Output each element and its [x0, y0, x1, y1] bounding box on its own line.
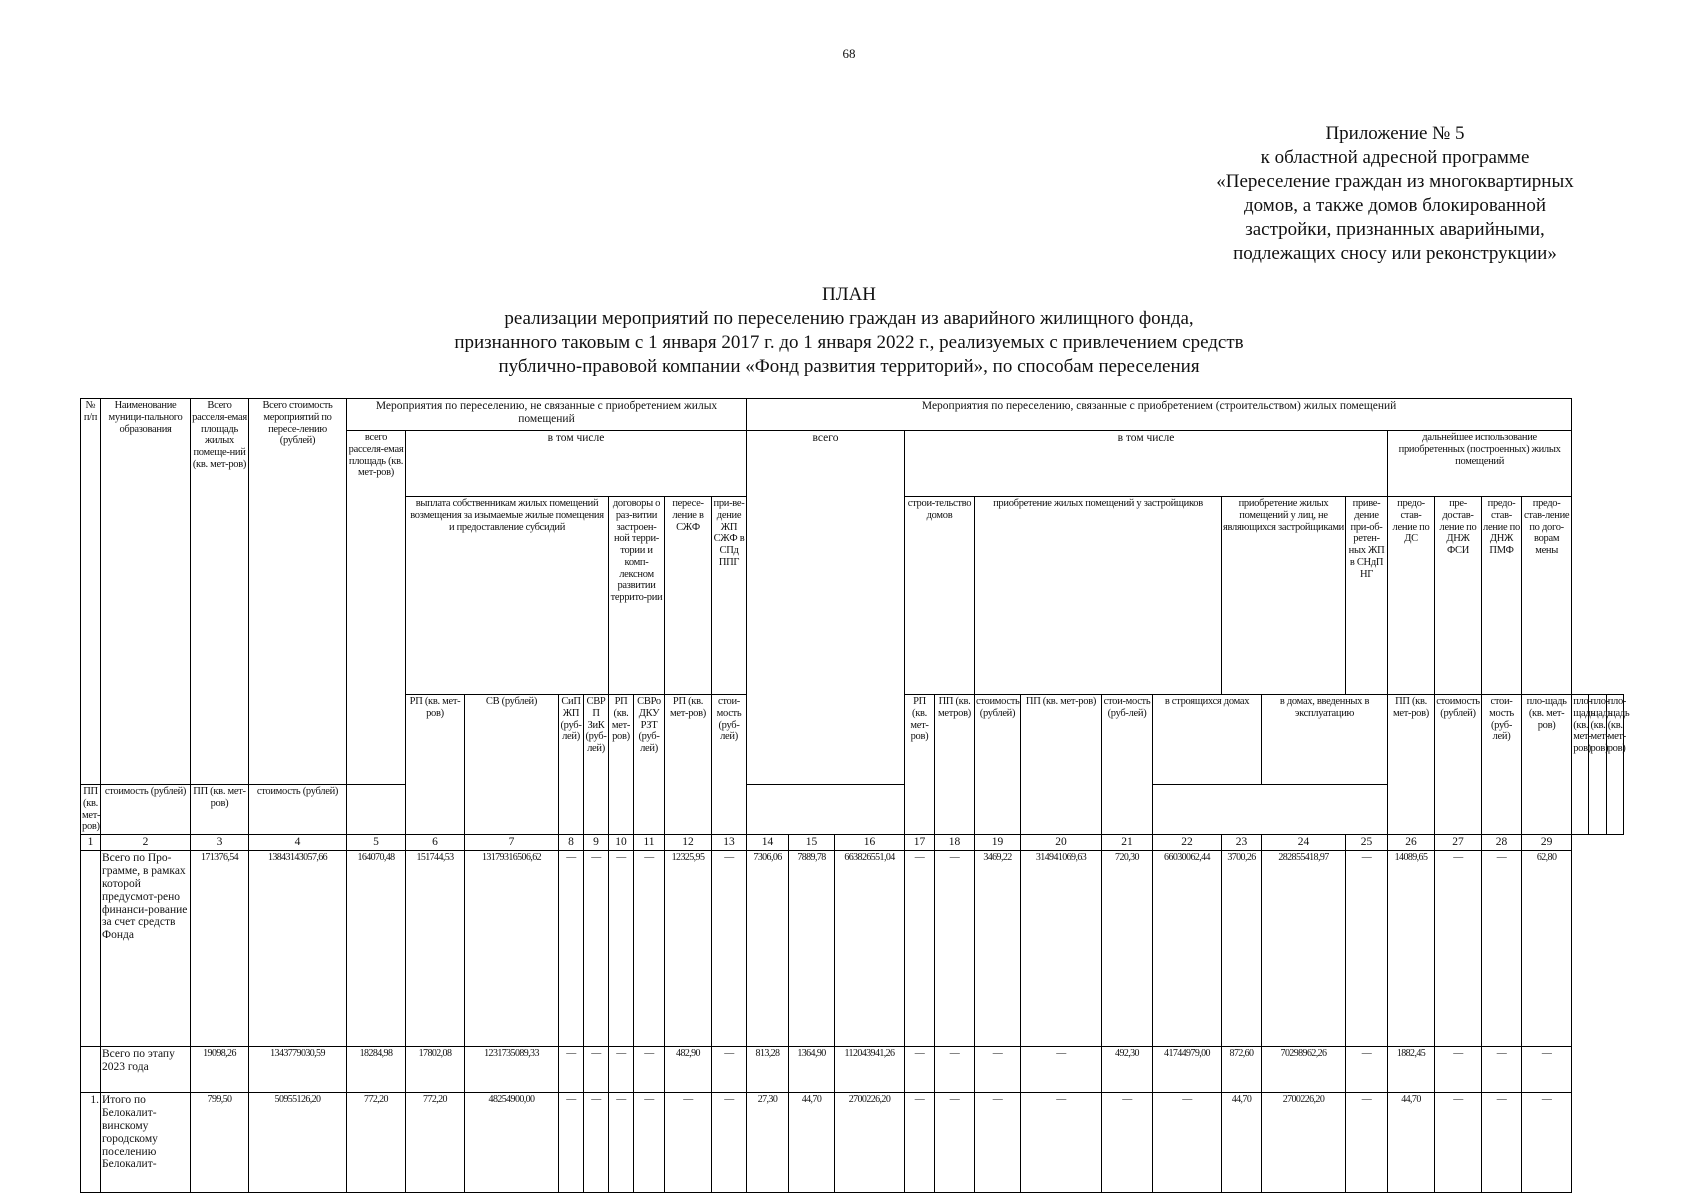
plan-title-line: реализации мероприятий по переселению граждан из аварийного жилищного фонда,	[504, 308, 1194, 329]
header-bring-purchased: приве-дение при-об-ретен-ных ЖП в СНдП НГ	[1346, 497, 1388, 695]
header-settled-area: всего расселя-емая площадь (кв. мет-ров)	[347, 431, 406, 785]
table-body	[81, 851, 1624, 1193]
header-col-14: РП (кв. мет-ров)	[905, 695, 935, 835]
row-cell: 3469,22	[975, 851, 1021, 1047]
header-municipality: Наименование муници-пального образования	[101, 399, 191, 785]
row-cell: —	[584, 851, 609, 1047]
table-row	[81, 851, 1624, 1047]
header-resettle-sjf: пересе-ление в СЖФ	[665, 497, 712, 695]
appendix-block	[1185, 122, 1605, 266]
column-number: 16	[835, 835, 905, 851]
header-col-28: пло-щадь (кв. мет-ров)	[1589, 695, 1606, 835]
row-cell: 50955126,20	[249, 1093, 347, 1193]
row-cell: 2700226,20	[1262, 1093, 1346, 1193]
row-cell: —	[584, 1047, 609, 1093]
row-name: Всего по Про-грамме, в рамках которой предусмот-рено финанси-рование за счет средств Фонда	[101, 851, 191, 1047]
row-cell: 27,30	[747, 1093, 789, 1193]
row-cell: 872,60	[1222, 1047, 1262, 1093]
header-buy-from-non-developers: приобретение жилых помещений у лиц, не являющихся застройщиками	[1222, 497, 1346, 695]
row-cell: 720,30	[1102, 851, 1153, 1047]
column-number: 14	[747, 835, 789, 851]
column-number: 29	[1522, 835, 1572, 851]
column-number: 23	[1222, 835, 1262, 851]
row-cell: 44,70	[789, 1093, 835, 1193]
column-number: 2	[101, 835, 191, 851]
row-cell: —	[1482, 1093, 1522, 1193]
header-col-17: ПП (кв. мет-ров)	[1021, 695, 1102, 835]
column-number: 9	[584, 835, 609, 851]
row-cell: —	[712, 851, 747, 1047]
column-number: 25	[1346, 835, 1388, 851]
row-cell: —	[1482, 1047, 1522, 1093]
header-col-11: СВРо ДКУ РЗТ (руб-лей)	[634, 695, 665, 835]
column-number: 17	[905, 835, 935, 851]
header-num: № п/п	[81, 399, 101, 785]
row-cell: —	[935, 851, 975, 1047]
row-cell: —	[1482, 851, 1522, 1047]
row-cell: 164070,48	[347, 851, 406, 1047]
row-cell: 3700,26	[1222, 851, 1262, 1047]
row-cell: —	[609, 851, 634, 1047]
column-number: 6	[406, 835, 465, 851]
row-cell: —	[1435, 851, 1482, 1047]
header-col-26: пло-щадь (кв. мет-ров)	[1522, 695, 1572, 835]
row-cell: 1882,45	[1388, 1047, 1435, 1093]
row-cell: 151744,53	[406, 851, 465, 1047]
header-including: в том числе	[406, 431, 747, 497]
header-group-purchase: Мероприятия по переселению, связанные с приобретением (строительством) жилых помещений	[747, 399, 1572, 431]
row-name: Всего по этапу 2023 года	[101, 1047, 191, 1093]
header-development-agreements: договоры о раз-витии застроен-ной терри-тории и комп-лексном развитии террито-рии	[609, 497, 665, 695]
column-number: 28	[1482, 835, 1522, 851]
row-cell: —	[1346, 1093, 1388, 1193]
column-number: 21	[1102, 835, 1153, 851]
header-col-20: стоимость (рублей)	[101, 785, 191, 835]
row-cell: —	[712, 1093, 747, 1193]
row-cell: —	[712, 1047, 747, 1093]
row-cell: —	[1435, 1047, 1482, 1093]
row-cell: 813,28	[747, 1047, 789, 1093]
column-number: 10	[609, 835, 634, 851]
appendix-line: к областной адресной программе	[1260, 147, 1530, 168]
header-col-25: стои-мость (руб-лей)	[1482, 695, 1522, 835]
row-cell: 13843143057,66	[249, 851, 347, 1047]
column-number: 1	[81, 835, 101, 851]
header-col-7: СВ (рублей)	[465, 695, 559, 835]
table-row	[81, 1093, 1624, 1193]
header-col-27: пло-щадь (кв. мет-ров)	[1572, 695, 1589, 835]
column-number-row	[81, 835, 1624, 851]
row-cell: 70298962,26	[1262, 1047, 1346, 1093]
row-cell: —	[975, 1093, 1021, 1193]
column-number: 5	[347, 835, 406, 851]
column-number: 22	[1153, 835, 1222, 851]
appendix-line: подлежащих сносу или реконструкции»	[1233, 243, 1557, 264]
column-number: 18	[935, 835, 975, 851]
row-cell: 7306,06	[747, 851, 789, 1047]
header-provision-pmf: предо-став-ление по ДНЖ ПМФ	[1482, 497, 1522, 695]
column-number: 24	[1262, 835, 1346, 851]
header-provision-ds: предо-став-ление по ДС	[1388, 497, 1435, 695]
row-cell: 482,90	[665, 1047, 712, 1093]
header-col-10: РП (кв. мет-ров)	[609, 695, 634, 835]
column-number: 12	[665, 835, 712, 851]
header-col-8: СиП ЖП (руб-лей)	[559, 695, 584, 835]
row-cell: —	[1522, 1093, 1572, 1193]
row-cell: —	[1021, 1093, 1102, 1193]
row-number	[81, 1047, 101, 1093]
row-cell: 18284,98	[347, 1047, 406, 1093]
row-cell: 663826551,04	[835, 851, 905, 1047]
row-cell: —	[905, 1093, 935, 1193]
plan-table	[80, 398, 1630, 1193]
row-cell: 41744979,00	[1153, 1047, 1222, 1093]
header-col-23: ПП (кв. мет-ров)	[1388, 695, 1435, 835]
row-cell: 314941069,63	[1021, 851, 1102, 1047]
header-all: всего	[747, 431, 905, 785]
row-cell: 492,30	[1102, 1047, 1153, 1093]
row-cell: 44,70	[1388, 1093, 1435, 1193]
header-group-not-purchase: Мероприятия по переселению, не связанные с приобретением жилых помещений	[347, 399, 747, 431]
header-future-use: дальнейшее использование приобретенных (построенных) жилых помещений	[1388, 431, 1572, 497]
header-col-22: стоимость (рублей)	[249, 785, 347, 835]
row-cell: 14089,65	[1388, 851, 1435, 1047]
header-under-construction: в строящихся домах	[1153, 695, 1262, 785]
header-col-16: стоимость (рублей)	[975, 695, 1021, 835]
row-cell: —	[559, 851, 584, 1047]
row-cell: —	[634, 851, 665, 1047]
header-buy-from-developers: приобретение жилых помещений у застройщиков	[975, 497, 1222, 695]
row-number	[81, 851, 101, 1047]
header-col-18: стои-мость (руб-лей)	[1102, 695, 1153, 835]
header-including-2: в том числе	[905, 431, 1388, 497]
row-cell: —	[584, 1093, 609, 1193]
plan-title-line: признанного таковым с 1 января 2017 г. до 1 января 2022 г., реализуемых с привлечением средств	[454, 332, 1244, 353]
row-cell: —	[1522, 1047, 1572, 1093]
row-cell: —	[975, 1047, 1021, 1093]
column-number: 4	[249, 835, 347, 851]
row-cell: 1364,90	[789, 1047, 835, 1093]
header-provision-fsi: пре-достав-ление по ДНЖ ФСИ	[1435, 497, 1482, 695]
row-cell: —	[905, 1047, 935, 1093]
column-number: 26	[1388, 835, 1435, 851]
header-commissioned: в домах, введенных в эксплуатацию	[1262, 695, 1388, 785]
header-payout: выплата собственникам жилых помещений возмещения за изымаемые жилые помещения и предоставление субсидий	[406, 497, 609, 695]
row-cell: —	[1346, 851, 1388, 1047]
column-number: 11	[634, 835, 665, 851]
row-cell: 48254900,00	[465, 1093, 559, 1193]
row-cell: 2700226,20	[835, 1093, 905, 1193]
row-cell: 62,80	[1522, 851, 1572, 1047]
row-cell: 171376,54	[191, 851, 249, 1047]
row-cell: 1343779030,59	[249, 1047, 347, 1093]
row-cell: —	[905, 851, 935, 1047]
row-cell: —	[1435, 1093, 1482, 1193]
row-cell: —	[935, 1047, 975, 1093]
row-cell: 112043941,26	[835, 1047, 905, 1093]
column-number: 3	[191, 835, 249, 851]
header-col-15: ПП (кв. метров)	[935, 695, 975, 835]
row-cell: 13179316506,62	[465, 851, 559, 1047]
plan-title	[0, 283, 1698, 379]
row-cell: 12325,95	[665, 851, 712, 1047]
row-cell: —	[1021, 1047, 1102, 1093]
row-cell: 19098,26	[191, 1047, 249, 1093]
row-cell: 7889,78	[789, 851, 835, 1047]
column-number: 15	[789, 835, 835, 851]
appendix-line: «Переселение граждан из многоквартирных	[1216, 171, 1574, 192]
row-cell: —	[665, 1093, 712, 1193]
column-number: 20	[1021, 835, 1102, 851]
header-total-area: Всего расселя-емая площадь жилых помеще-ний (кв. мет-ров)	[191, 399, 249, 785]
header-col-9: СВР П ЗиК (руб-лей)	[584, 695, 609, 835]
row-cell: 66030062,44	[1153, 851, 1222, 1047]
header-bring-sjf: при-ве-дение ЖП СЖФ в СПд ППГ	[712, 497, 747, 695]
row-cell: 44,70	[1222, 1093, 1262, 1193]
column-number: 27	[1435, 835, 1482, 851]
header-col-24: стоимость (рублей)	[1435, 695, 1482, 835]
row-cell: 1231735089,33	[465, 1047, 559, 1093]
header-total-cost: Всего стоимость мероприятий по пересе-лению (рублей)	[249, 399, 347, 785]
row-cell: —	[1346, 1047, 1388, 1093]
appendix-line: домов, а также домов блокированной	[1243, 195, 1547, 216]
row-cell: —	[609, 1093, 634, 1193]
header-col-19: ПП (кв. мет-ров)	[81, 785, 101, 835]
appendix-line: Приложение № 5	[1325, 123, 1465, 144]
column-number: 13	[712, 835, 747, 851]
header-col-6: РП (кв. мет-ров)	[406, 695, 465, 835]
row-cell: —	[609, 1047, 634, 1093]
column-number: 8	[559, 835, 584, 851]
row-cell: 799,50	[191, 1093, 249, 1193]
row-name: Итого по Белокалит-винскому городскому поселению Белокалит-	[101, 1093, 191, 1193]
column-number: 7	[465, 835, 559, 851]
appendix-line: застройки, признанных аварийными,	[1245, 219, 1545, 240]
row-cell: 17802,08	[406, 1047, 465, 1093]
header-col-12: РП (кв. мет-ров)	[665, 695, 712, 835]
row-cell: —	[559, 1093, 584, 1193]
column-number: 19	[975, 835, 1021, 851]
header-col-21: ПП (кв. мет-ров)	[191, 785, 249, 835]
header-col-29: пло-щадь (кв. мет-ров)	[1606, 695, 1623, 835]
row-cell: 772,20	[347, 1093, 406, 1193]
row-cell: 772,20	[406, 1093, 465, 1193]
table-row	[81, 1047, 1624, 1093]
row-cell: 282855418,97	[1262, 851, 1346, 1047]
row-cell: —	[634, 1093, 665, 1193]
header-col-13: стои-мость (руб-лей)	[712, 695, 747, 835]
plan-title-line: публично-правовой компании «Фонд развития территорий», по способам переселения	[498, 356, 1200, 377]
row-number: 1.	[81, 1093, 101, 1193]
row-cell: —	[559, 1047, 584, 1093]
row-cell: —	[1102, 1093, 1153, 1193]
plan-heading: ПЛАН	[821, 284, 877, 305]
page-number: 68	[842, 46, 856, 61]
header-construction: строи-тельство домов	[905, 497, 975, 695]
row-cell: —	[634, 1047, 665, 1093]
header-provision-exchange: предо-став-ление по дого-ворам мены	[1522, 497, 1572, 695]
row-cell: —	[935, 1093, 975, 1193]
row-cell: —	[1153, 1093, 1222, 1193]
